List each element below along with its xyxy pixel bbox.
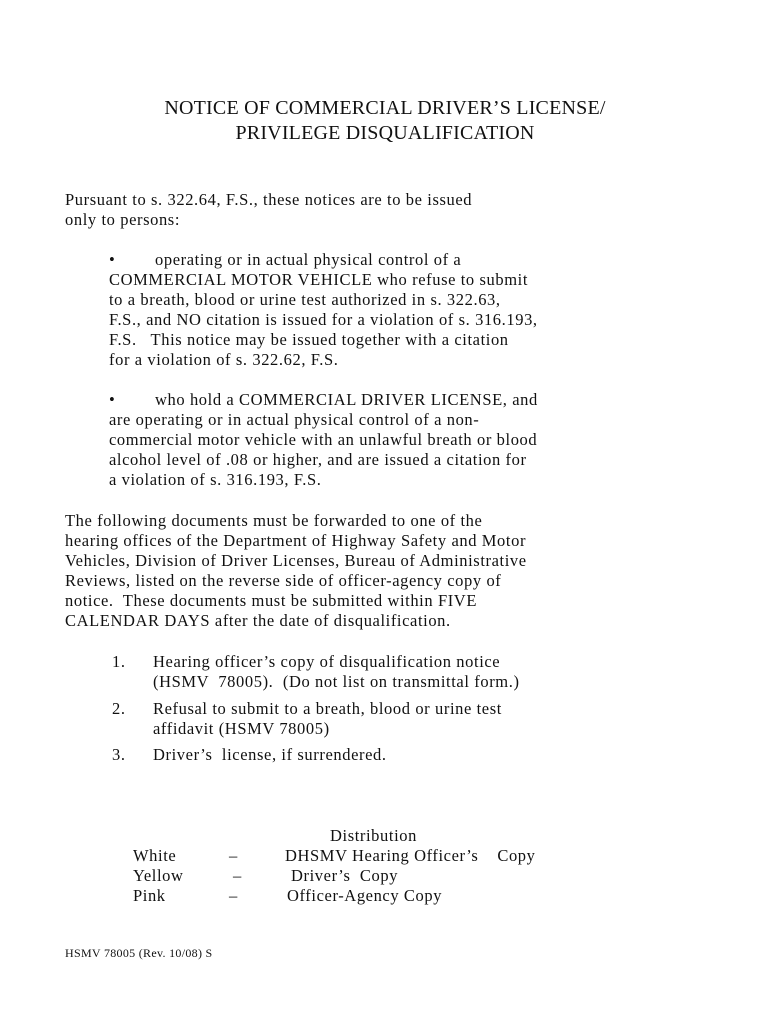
- bullet-cdl-holder: [109, 390, 709, 490]
- dash: –: [229, 846, 238, 865]
- instruction-line: notice. These documents must be submitted within FIVE: [65, 591, 478, 610]
- bullet-commercial-vehicle-refusal: [109, 250, 709, 370]
- list-line: affidavit (HSMV 78005): [153, 719, 330, 738]
- bullet-line: F.S., and NO citation is issued for a violation of s. 316.193,: [109, 310, 538, 329]
- bullet-line: alcohol level of .08 or higher, and are issued a citation for: [109, 450, 527, 469]
- copy-color: Pink: [133, 886, 166, 905]
- bullet-line: • who hold a COMMERCIAL DRIVER LICENSE, and: [109, 390, 538, 409]
- instruction-line: hearing offices of the Department of Highway Safety and Motor: [65, 531, 527, 550]
- copy-recipient: Officer-Agency Copy: [287, 886, 443, 905]
- bullet-line: to a breath, blood or urine test authorized in s. 322.63,: [109, 290, 501, 309]
- list-number: 3.: [112, 745, 126, 764]
- bullet-line: COMMERCIAL MOTOR VEHICLE who refuse to submit: [109, 270, 529, 289]
- intro-paragraph: [65, 190, 705, 230]
- title-line-1: NOTICE OF COMMERCIAL DRIVER’S LICENSE/: [164, 97, 606, 119]
- instruction-line: Reviews, listed on the reverse side of officer-agency copy of: [65, 571, 502, 590]
- list-line: Driver’s license, if surrendered.: [153, 745, 387, 764]
- list-line: (HSMV 78005). (Do not list on transmittal form.): [153, 672, 520, 691]
- intro-line: only to persons:: [65, 210, 181, 229]
- instruction-line: Vehicles, Division of Driver Licenses, Bureau of Administrative: [65, 551, 527, 570]
- forwarding-instructions: [65, 511, 705, 631]
- dash: –: [229, 886, 238, 905]
- dash: –: [233, 866, 242, 885]
- list-number: 1.: [112, 652, 126, 671]
- copy-color: Yellow: [133, 866, 184, 885]
- bullet-line: a violation of s. 316.193, F.S.: [109, 470, 322, 489]
- copy-recipient: DHSMV Hearing Officer’s Copy: [285, 846, 536, 865]
- list-line: Refusal to submit to a breath, blood or urine test: [153, 699, 502, 718]
- intro-line: Pursuant to s. 322.64, F.S., these notices are to be issued: [65, 190, 473, 209]
- list-number: 2.: [112, 699, 126, 718]
- copy-color: White: [133, 846, 177, 865]
- instruction-line: The following documents must be forwarded to one of the: [65, 511, 483, 530]
- bullet-icon: •: [109, 250, 116, 269]
- instruction-line: CALENDAR DAYS after the date of disqualification.: [65, 611, 451, 630]
- bullet-icon: •: [109, 390, 116, 409]
- list-line: Hearing officer’s copy of disqualification notice: [153, 652, 501, 671]
- title-line-2: PRIVILEGE DISQUALIFICATION: [235, 122, 535, 144]
- bullet-line: commercial motor vehicle with an unlawful breath or blood: [109, 430, 538, 449]
- copy-recipient: Driver’s Copy: [291, 866, 399, 885]
- form-number-footer: HSMV 78005 (Rev. 10/08) S: [65, 946, 213, 960]
- bullet-line: for a violation of s. 322.62, F.S.: [109, 350, 339, 369]
- bullet-line: are operating or in actual physical control of a non-: [109, 410, 480, 429]
- distribution-heading: Distribution: [330, 826, 417, 845]
- bullet-line: F.S. This notice may be issued together with a citation: [109, 330, 509, 349]
- bullet-line: • operating or in actual physical control of a: [109, 250, 462, 269]
